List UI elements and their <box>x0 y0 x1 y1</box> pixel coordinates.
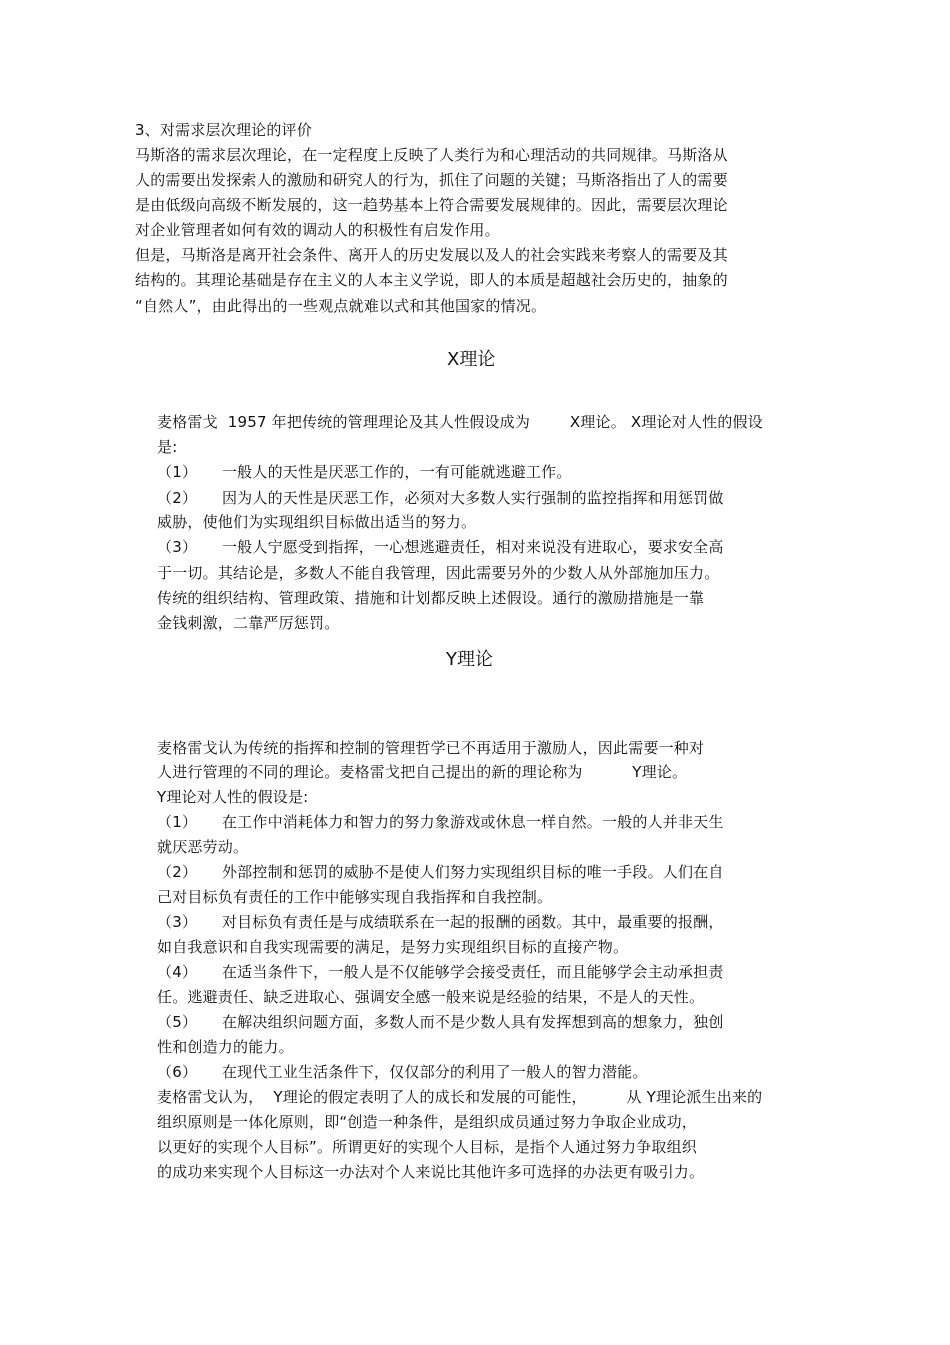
section-3-line: 是由低级向高级不断发展的，这一趋势基本上符合需要发展规律的。因此，需要层次理论 <box>135 196 728 214</box>
section-3-title: 3、对需求层次理论的评价 <box>135 121 312 139</box>
y-theory-line: （5） 在解决组织问题方面，多数人而不是少数人具有发挥想到高的想象力，独创 <box>157 1013 724 1031</box>
x-theory-line: （2） 因为人的天性是厌恶工作，必须对大多数人实行强制的监控指挥和用惩罚做 <box>157 489 724 507</box>
section-3-line: 对企业管理者如何有效的调动人的积极性有启发作用。 <box>135 221 500 239</box>
section-3-line: 马斯洛的需求层次理论，在一定程度上反映了人类行为和心理活动的共同规律。马斯洛从 <box>135 146 728 164</box>
y-theory-line: （4） 在适当条件下，一般人是不仅能够学会接受责任，而且能够学会主动承担责 <box>157 963 724 981</box>
y-theory-line: 麦格雷戈认为， Y理论的假定表明了人的成长和发展的可能性， 从 Y理论派生出来的 <box>157 1088 763 1106</box>
x-theory-line: （1） 一般人的天性是厌恶工作的，一有可能就逃避工作。 <box>157 463 572 481</box>
x-theory-line: 麦格雷戈 1957 年把传统的管理理论及其人性假设成为 X理论。 X理论对人性的假设 <box>157 413 763 431</box>
y-theory-line: 任。逃避责任、缺乏进取心、强调安全感一般来说是经验的结果，不是人的天性。 <box>157 988 705 1006</box>
x-theory-line: 于一切。其结论是，多数人不能自我管理，因此需要另外的少数人从外部施加压力。 <box>157 564 720 582</box>
y-theory-line: 的成功来实现个人目标这一办法对个人来说比其他许多可选择的办法更有吸引力。 <box>157 1163 705 1181</box>
section-3-line: 但是，马斯洛是离开社会条件、离开人的历史发展以及人的社会实践来考察人的需要及其 <box>135 246 728 264</box>
y-theory-line: （3） 对目标负有责任是与成绩联系在一起的报酬的函数。其中，最重要的报酬， <box>157 913 724 931</box>
x-theory-line: 威胁，使他们为实现组织目标做出适当的努力。 <box>157 513 477 531</box>
x-theory-line: 传统的组织结构、管理政策、措施和计划都反映上述假设。通行的激励措施是一靠 <box>157 589 705 607</box>
y-theory-line: 人进行管理的不同的理论。麦格雷戈把自己提出的新的理论称为 Y理论。 <box>157 763 688 781</box>
section-3-line: 人的需要出发探索人的激励和研究人的行为，抓住了问题的关键；马斯洛指出了人的需要 <box>135 171 728 189</box>
y-theory-line: 己对目标负有责任的工作中能够实现自我指挥和自我控制。 <box>157 888 553 906</box>
x-theory-line: 是: <box>157 438 178 456</box>
y-theory-line: 就厌恶劳动。 <box>157 838 249 856</box>
x-theory-line: 金钱刺激，二靠严厉惩罚。 <box>157 614 340 632</box>
y-theory-line: （1） 在工作中消耗体力和智力的努力象游戏或休息一样自然。一般的人并非天生 <box>157 813 724 831</box>
y-theory-line: （2） 外部控制和惩罚的威胁不是使人们努力实现组织目标的唯一手段。人们在自 <box>157 863 724 881</box>
y-theory-line: 组织原则是一体化原则，即“创造一种条件，是组织成员通过努力争取企业成功， <box>157 1113 697 1131</box>
y-theory-line: 麦格雷戈认为传统的指挥和控制的管理哲学已不再适用于激励人，因此需要一种对 <box>157 739 705 757</box>
section-3-line: 结构的。其理论基础是存在主义的人本主义学说，即人的本质是超越社会历史的，抽象的 <box>135 271 728 289</box>
y-theory-heading: Y理论 <box>446 649 493 670</box>
x-theory-heading: X理论 <box>447 349 496 370</box>
y-theory-line: Y理论对人性的假设是: <box>157 788 309 806</box>
x-theory-line: （3） 一般人宁愿受到指挥，一心想逃避责任，相对来说没有进取心，要求安全高 <box>157 538 724 556</box>
y-theory-line: （6） 在现代工业生活条件下，仅仅部分的利用了一般人的智力潜能。 <box>157 1063 648 1081</box>
y-theory-line: 以更好的实现个人目标”。所谓更好的实现个人目标，是指个人通过努力争取组织 <box>157 1138 697 1156</box>
y-theory-line: 如自我意识和自我实现需要的满足，是努力实现组织目标的直接产物。 <box>157 938 629 956</box>
y-theory-line: 性和创造力的能力。 <box>157 1038 294 1056</box>
section-3-line: “自然人”，由此得出的一些观点就难以式和其他国家的情况。 <box>135 297 547 315</box>
